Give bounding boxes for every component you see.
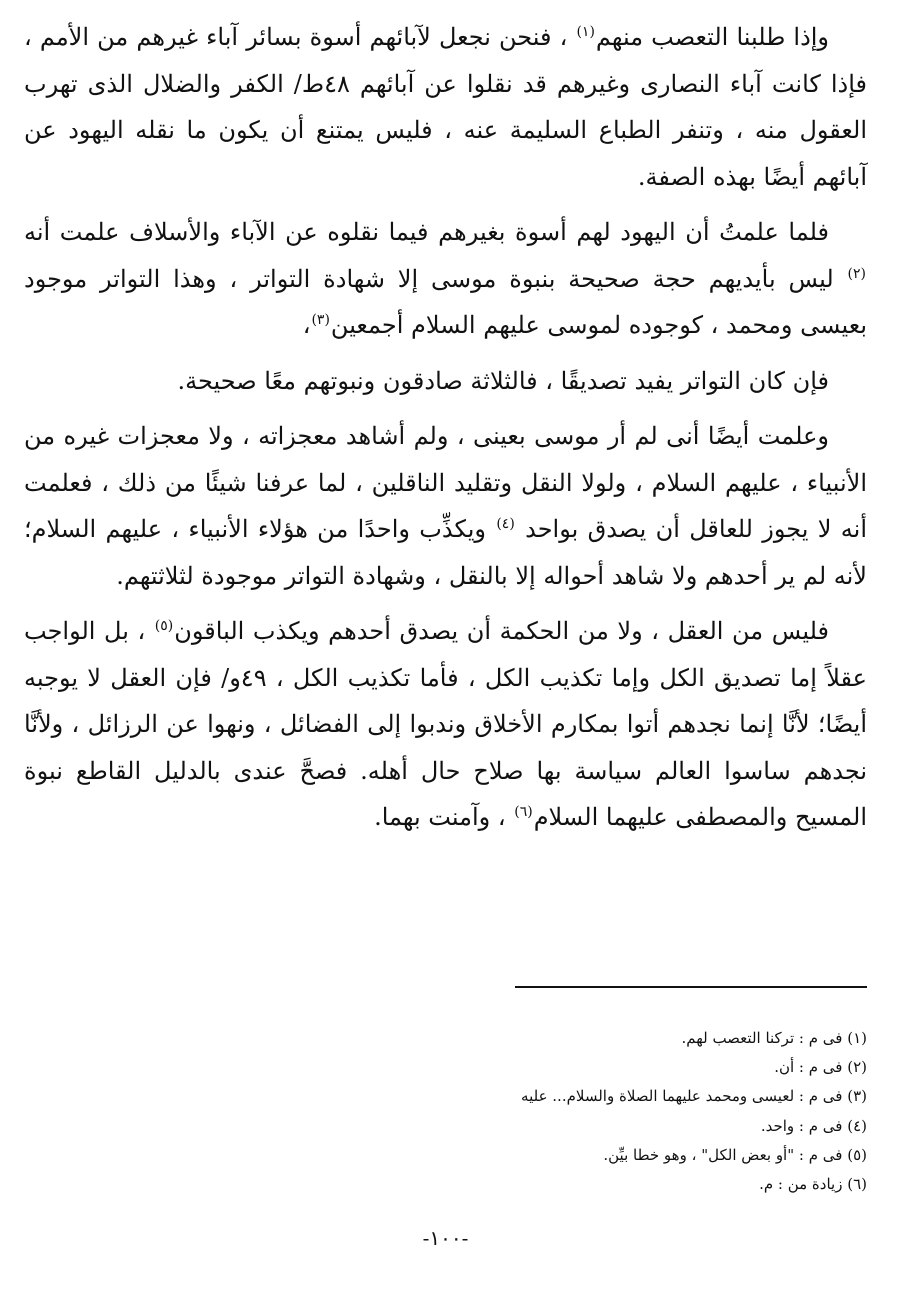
text-segment: ، بل الواجب عقلاً إما تصديق الكل وإما تكذيب الكل ، فأما تكذيب الكل ، ٤٩و/ فإن العقل لا يوجبه أيضًا؛ لأنَّا إنما نجدهم أتوا بمكارم الأخلاق وندبوا إلى الفضائل ، ونهوا عن الرزائل ، ولأنَّا نجدهم ساسوا العالم سياسة بها صلاح حال أهله. فصحَّ عندى بالدليل القاطع نبوة المسيح والمصطفى عليهما السلام — [24, 617, 867, 831]
footnote-reference: (٣) — [311, 312, 330, 328]
book-page — [24, 14, 867, 1250]
footnote-reference: (٤) — [496, 516, 515, 532]
text-segment: فليس من العقل ، ولا من الحكمة أن يصدق أحدهم ويكذب الباقون — [174, 617, 829, 645]
text-segment: فإن كان التواتر يفيد تصديقًا ، فالثلاثة صادقون ونبوتهم معًا صحيحة. — [177, 366, 829, 395]
footnotes-list — [367, 1024, 867, 1199]
footnote-reference: (٦) — [514, 804, 533, 820]
paragraph — [24, 358, 867, 405]
text-segment: وعلمت أيضًا أنى لم أر موسى بعينى ، ولم أشاهد معجزاته ، ولا معجزات غيره من الأنبياء ، عليهم السلام ، ولولا النقل وتقليد الناقلين ، لما عرفنا شيئًا من ذلك ، فعلمت أنه لا يجوز للعاقل أن يصدق بواحد — [24, 422, 867, 543]
text-segment: ويكذِّب واحدًا من هؤلاء الأنبياء ، عليهم السلام؛ لأنه لم ير أحدهم ولا شاهد أحواله إلا بالنقل ، وشهادة التواتر موجودة لثلاثتهم. — [24, 515, 867, 590]
paragraph — [24, 608, 867, 841]
footnote-reference: (١) — [576, 24, 595, 40]
page-number: -١٠٠- — [422, 1226, 469, 1250]
footnote-item: (٦) زيادة من : م. — [759, 1175, 867, 1194]
footnote-item: (٥) فى م : "أو بعض الكل" ، وهو خطا بيِّن. — [603, 1145, 867, 1164]
text-segment: ليس بأيديهم حجة صحيحة بنبوة موسى إلا شهادة التواتر ، وهذا التواتر موجود بعيسى ومحمد ، كوجوده لموسى عليهم السلام أجمعين — [24, 264, 867, 339]
paragraph — [24, 413, 867, 599]
footnote-reference: (٥) — [154, 618, 174, 634]
main-text — [24, 14, 867, 841]
footnote-item: (٣) فى م : لعيسى ومحمد عليهما الصلاة والسلام... عليه — [521, 1087, 867, 1106]
text-segment: ، فنحن نجعل لآبائهم أسوة بسائر آباء غيرهم من الأمم ، فإذا كانت آباء النصارى وغيرهم قد نقلوا عن آبائهم ٤٨ط/ الكفر والضلال الذى تهرب العقول منه ، وتنفر الطباع السليمة عنه ، فليس يمتنع أن يكون ما نقله اليهود عن آبائهم أيضًا بهذه الصفة. — [24, 23, 867, 191]
paragraph — [24, 209, 867, 349]
paragraph — [24, 14, 867, 200]
footnote-item: (١) فى م : تركنا التعصب لهم. — [681, 1029, 867, 1047]
footnote-item: (٢) فى م : أن. — [774, 1058, 867, 1077]
text-segment: ، وآمنت بهما. — [374, 803, 514, 831]
text-segment: ، — [302, 311, 311, 339]
footnote-item: (٤) فى م : واحد. — [760, 1116, 867, 1135]
footnote-separator — [515, 986, 867, 988]
footnote-reference: (٢) — [847, 265, 866, 282]
text-segment: وإذا طلبنا التعصب منهم — [595, 23, 830, 51]
text-segment: فلما علمتُ أن اليهود لهم أسوة بغيرهم فيما نقلوه عن الآباء والأسلاف علمت أنه — [24, 218, 829, 246]
